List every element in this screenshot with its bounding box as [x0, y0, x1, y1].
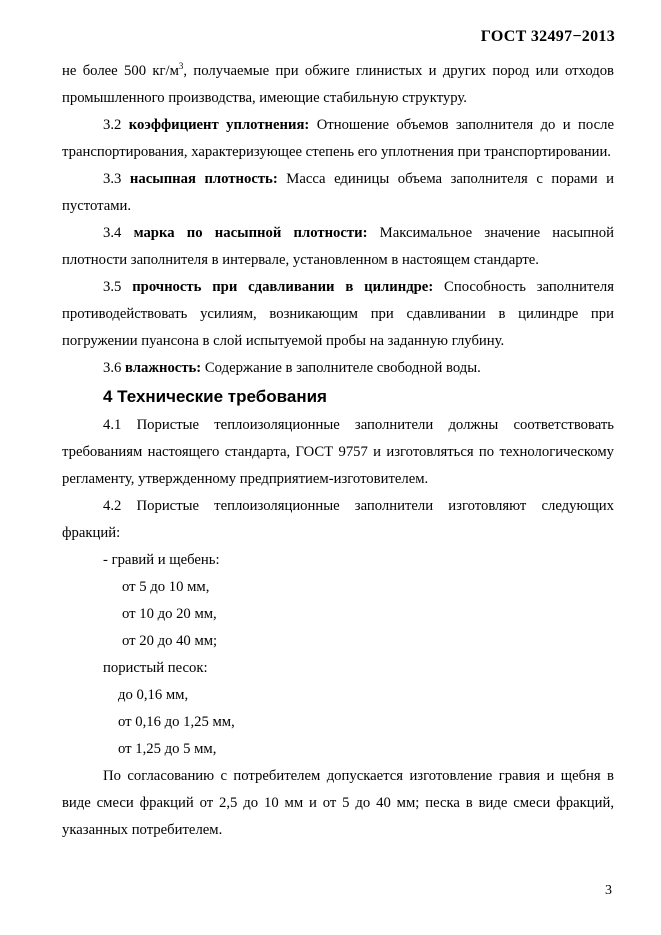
clause-3-5: 3.5 прочность при сдавливании в цилиндре: Способность заполнителя противодействовать усилиям, возникающим при сдавливании в цилиндре при погружении пуансона в слой испытуемой пробы на заданную глубину.	[62, 279, 614, 349]
superscript: 3	[178, 61, 184, 71]
term: марка по насыпной плотности:	[133, 225, 368, 241]
gravel-heading: - гравий и щебень:	[103, 552, 220, 568]
clause-4-2: 4.2 Пористые теплоизоляционные заполнители изготовляют следующих фракций:	[62, 498, 614, 541]
final-paragraph: По согласованию с потребителем допускается изготовление гравия и щебня в виде смеси фракций от 2,5 до 10 мм и от 5 до 40 мм; песка в виде смеси фракций, указанных потребителем.	[62, 768, 614, 838]
term: прочность при сдавливании в цилиндре:	[132, 279, 434, 295]
list-item: от 20 до 40 мм;	[122, 633, 218, 649]
page-body	[62, 58, 614, 844]
clause-3-4: 3.4 марка по насыпной плотности: Максимальное значение насыпной плотности заполнителя в интервале, установленном в настоящем стандарте.	[62, 225, 614, 268]
list-item: до 0,16 мм,	[118, 687, 189, 703]
paragraph-continuation: не более 500 $кг/м^3$, получаемые при обжиге глинистых и других пород или отходов промышленного производства, имеющие стабильную структуру.	[62, 61, 614, 106]
term: влажность:	[125, 360, 202, 376]
clause-4-1: 4.1 Пористые теплоизоляционные заполнители должны соответствовать требованиям настоящего стандарта, ГОСТ 9757 и изготовляться по технологическому регламенту, утвержденному предприятием-изготовителем.	[62, 417, 614, 487]
term: насыпная плотность:	[129, 171, 278, 187]
list-item: от 5 до 10 мм,	[122, 579, 210, 595]
list-item: от 0,16 до 1,25 мм,	[118, 714, 235, 730]
list-item: от 1,25 до 5 мм,	[118, 741, 217, 757]
list-item: от 10 до 20 мм,	[122, 606, 217, 622]
page-number: 3	[605, 883, 612, 898]
sand-heading: пористый песок:	[103, 660, 208, 676]
clause-3-2: 3.2 коэффициент уплотнения: Отношение объемов заполнителя до и после транспортирования, характеризующее степень его уплотнения при транспортировании.	[62, 117, 614, 160]
document-code-header: ГОСТ 32497−2013	[480, 28, 615, 45]
clause-3-6: 3.6 влажность: Содержание в заполнителе свободной воды.	[103, 360, 481, 376]
section-title: 4 Технические требования	[103, 387, 327, 406]
clause-3-3: 3.3 насыпная плотность: Масса единицы объема заполнителя с порами и пустотами.	[62, 171, 614, 214]
term: коэффициент уплотнения:	[128, 117, 310, 133]
